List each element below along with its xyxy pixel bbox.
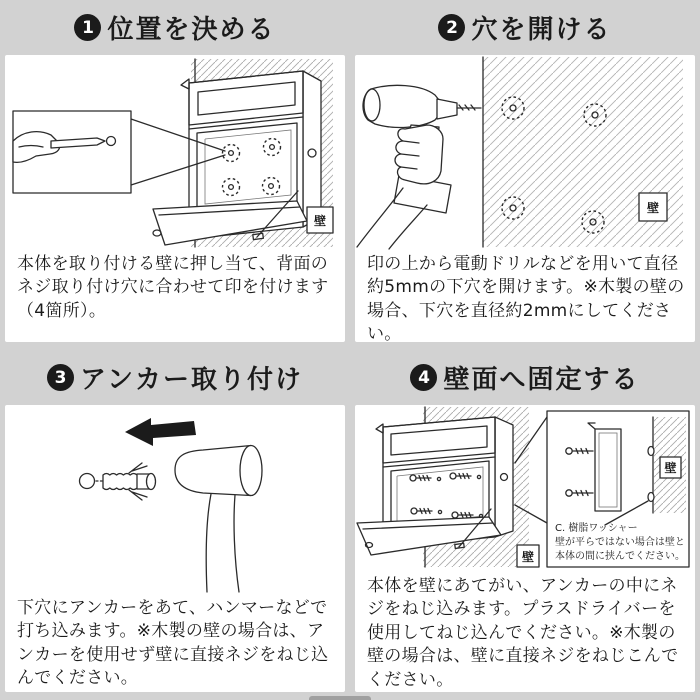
step3-title: [0, 350, 350, 405]
washer-note-line2: 壁が平らではない場合は壁と: [555, 537, 685, 548]
step2-title: [350, 0, 700, 55]
step3-panel: [5, 405, 345, 692]
step4-description: 本体を壁にあてがい、アンカーの中にネジをねじ込みます。プラスドライバーを使用してねじ込んでください。※木製の壁の場合は、壁に直接ネジをねじこんでください。: [367, 576, 679, 690]
step4-number-badge: 4: [410, 364, 437, 391]
step2-illustration: [355, 55, 695, 251]
step1-title: [0, 0, 350, 55]
step1-section: [0, 0, 350, 350]
step2-description: 印の上から電動ドリルなどを用いて直径約5mmの下穴を開けます。※木製の壁の場合、下穴を直径約2mmにしてください。: [367, 254, 685, 342]
step3-number-badge: 3: [47, 364, 74, 391]
step2-panel: [355, 55, 695, 342]
step4-panel: [355, 405, 695, 692]
step1-panel: [5, 55, 345, 342]
wall-label: [639, 193, 667, 221]
wall-label-text: 壁: [646, 201, 660, 215]
step3-illustration: [5, 405, 345, 595]
step4-illustration: [355, 405, 695, 573]
wall-label-text: 壁: [521, 550, 535, 564]
inset-wall-label-text: 壁: [664, 461, 677, 475]
wall-label-text: 壁: [313, 214, 327, 228]
washer-note-line3: 本体の間に挟んでください。: [555, 551, 685, 562]
anchor-drawing: [80, 463, 156, 500]
step2-title-text: 穴を開ける: [471, 15, 612, 45]
mailbox-drawing: [153, 71, 321, 245]
inset-wall-label: [660, 457, 681, 478]
step2-number-badge: 2: [438, 14, 465, 41]
step3-section: [0, 350, 350, 700]
arrow-left-icon: [125, 418, 196, 446]
hammer-drawing: [175, 446, 262, 593]
wall-label: [307, 207, 333, 233]
wall-label: [517, 545, 539, 567]
step3-title-text: アンカー取り付け: [80, 365, 303, 395]
step1-number-badge: 1: [74, 14, 101, 41]
washer-note-title: C. 樹脂ワッシャー: [555, 523, 638, 534]
next-section-peek: [309, 696, 371, 700]
step1-title-text: 位置を決める: [107, 15, 276, 45]
step1-description: 本体を取り付ける壁に押し当て、背面のネジ取り付け穴に合わせて印を付けます（4箇所）。: [17, 254, 329, 321]
step4-section: [350, 350, 700, 700]
step3-description: 下穴にアンカーをあて、ハンマーなどで打ち込みます。※木製の壁の場合は、アンカーを使用せず壁に直接ネジをねじ込んでください。: [17, 598, 329, 689]
step2-section: [350, 0, 700, 350]
step1-illustration: [5, 55, 345, 251]
mailbox-drawing: [357, 417, 513, 555]
washer-inset: [547, 411, 689, 567]
step4-title: [350, 350, 700, 405]
step4-title-text: 壁面へ固定する: [443, 365, 640, 395]
